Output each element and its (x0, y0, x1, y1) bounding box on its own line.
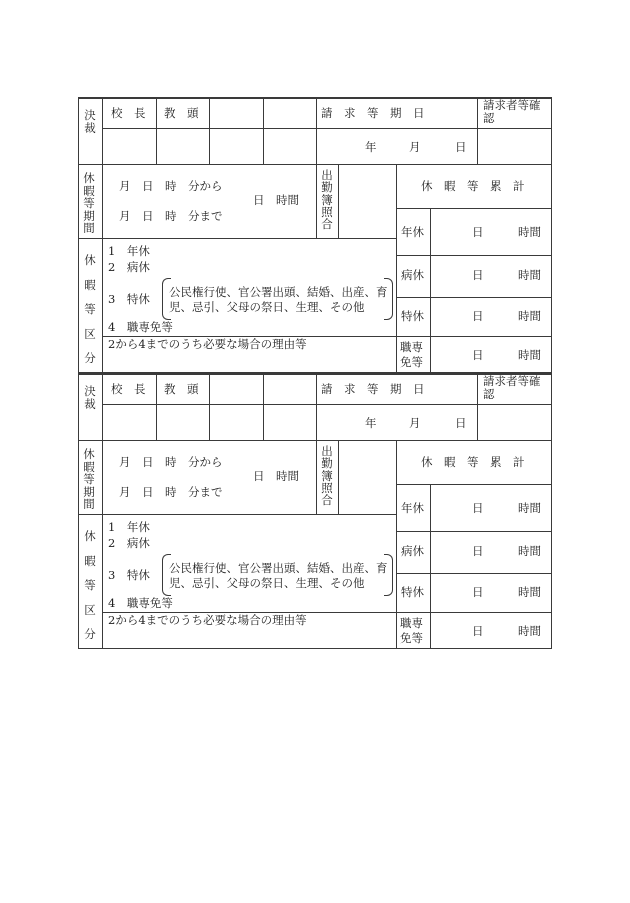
reason-label: 2から4までのうち必要な場合の理由等 (108, 613, 307, 627)
special-leave-days: 日 (472, 309, 484, 323)
duty-exemption-days: 日 (472, 624, 484, 638)
duty-exemption-label: 職専免等 (400, 616, 423, 645)
duty-exemption-label: 職専免等 (400, 340, 423, 369)
cumulative-leave-title: 休 暇 等 累 計 (421, 455, 525, 469)
annual-leave-label: 年休 (401, 501, 424, 515)
annual-leave-label: 年休 (401, 225, 424, 239)
principal-label: 校 長 (111, 106, 146, 120)
special-leave-detail-line2: 児、忌引、父母の祭日、生理、その他 (169, 300, 365, 314)
category-item-special: 3 特休 (108, 292, 150, 306)
sick-leave-days: 日 (472, 268, 484, 282)
cumulative-leave-title: 休 暇 等 累 計 (421, 179, 525, 193)
request-date-label: 請 求 等 期 日 (321, 382, 425, 396)
requester-confirmation-label: 請求者等確認 (483, 98, 541, 125)
special-leave-detail-line2: 児、忌引、父母の祭日、生理、その他 (169, 576, 365, 590)
form-frame (78, 97, 552, 373)
period-to: 月 日 時 分まで (119, 485, 223, 499)
annual-leave-days: 日 (472, 225, 484, 239)
period-from: 月 日 時 分から (119, 179, 223, 193)
leave-period-label: 休暇等期間 (83, 171, 95, 235)
special-leave-detail-line1: 公民権行使、官公署出頭、結婚、出産、育 (169, 561, 388, 575)
leave-category-label: 休暇等区分 (84, 253, 96, 365)
period-from: 月 日 時 分から (119, 455, 223, 469)
duty-exemption-days: 日 (472, 348, 484, 362)
special-leave-detail-line1: 公民権行使、官公署出頭、結婚、出産、育 (169, 285, 388, 299)
attendance-book-check-label: 出勤簿照合 (321, 168, 333, 232)
sick-leave-hours: 時間 (518, 544, 541, 558)
annual-leave-days: 日 (472, 501, 484, 515)
category-item-special: 3 特休 (108, 568, 150, 582)
reason-label: 2から4までのうち必要な場合の理由等 (108, 337, 307, 351)
sick-leave-days: 日 (472, 544, 484, 558)
sick-leave-hours: 時間 (518, 268, 541, 282)
vice-principal-label: 教 頭 (164, 106, 199, 120)
request-month-label: 月 (409, 416, 421, 430)
vice-principal-label: 教 頭 (164, 382, 199, 396)
special-leave-label: 特休 (401, 585, 424, 599)
special-leave-label: 特休 (401, 309, 424, 323)
category-item-annual: 1 年休 (108, 520, 150, 534)
request-month-label: 月 (409, 140, 421, 154)
leave-request-form-1 (78, 97, 552, 373)
special-leave-days: 日 (472, 585, 484, 599)
request-date-label: 請 求 等 期 日 (321, 106, 425, 120)
duty-exemption-hours: 時間 (518, 624, 541, 638)
category-item-annual: 1 年休 (108, 244, 150, 258)
annual-leave-hours: 時間 (518, 225, 541, 239)
kessai-label: 決裁 (84, 108, 96, 136)
requester-confirmation-label: 請求者等確認 (483, 374, 541, 401)
kessai-label: 決裁 (84, 384, 96, 412)
period-to: 月 日 時 分まで (119, 209, 223, 223)
category-item-duty-exemption: 4 職専免等 (108, 320, 173, 334)
principal-label: 校 長 (111, 382, 146, 396)
request-day-label: 日 (455, 416, 467, 430)
leave-period-label: 休暇等期間 (83, 447, 95, 511)
category-item-duty-exemption: 4 職専免等 (108, 596, 173, 610)
annual-leave-hours: 時間 (518, 501, 541, 515)
category-item-sick: 2 病休 (108, 536, 150, 550)
special-leave-hours: 時間 (518, 309, 541, 323)
request-day-label: 日 (455, 140, 467, 154)
request-year-label: 年 (365, 416, 377, 430)
attendance-book-check-label: 出勤簿照合 (321, 444, 333, 508)
duty-exemption-hours: 時間 (518, 348, 541, 362)
sick-leave-label: 病休 (401, 268, 424, 282)
sick-leave-label: 病休 (401, 544, 424, 558)
leave-category-label: 休暇等区分 (84, 529, 96, 641)
form-frame (78, 373, 552, 649)
period-total: 日 時間 (253, 469, 299, 483)
period-total: 日 時間 (253, 193, 299, 207)
leave-request-form-2 (78, 373, 552, 649)
request-year-label: 年 (365, 140, 377, 154)
special-leave-hours: 時間 (518, 585, 541, 599)
category-item-sick: 2 病休 (108, 260, 150, 274)
